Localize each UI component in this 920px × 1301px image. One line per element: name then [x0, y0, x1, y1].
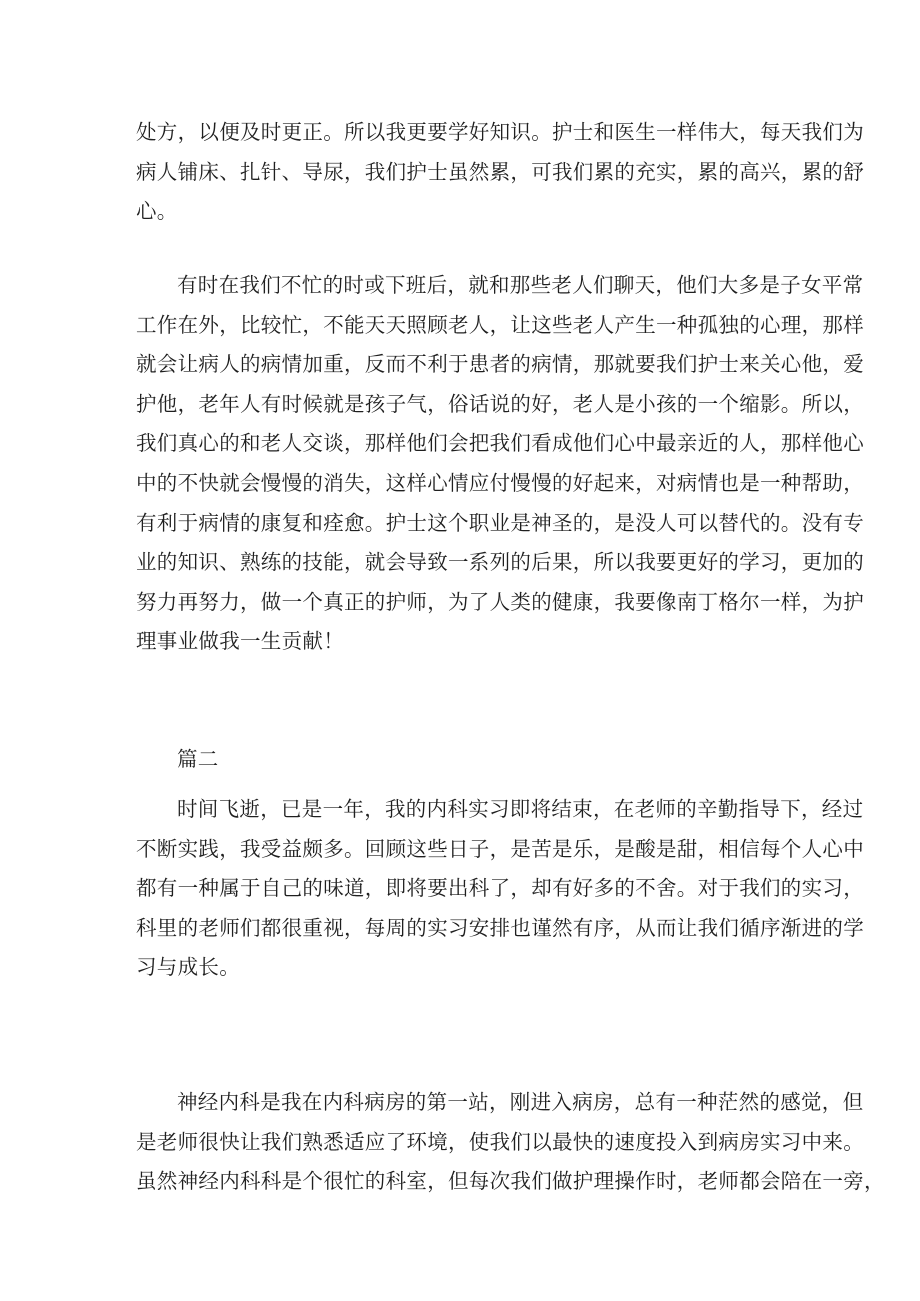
paragraph-internship [136, 790, 864, 988]
text-line: 虽然神经内科科是个很忙的科室，但每次我们做护理操作时，老师都会陪在一旁， [136, 1169, 885, 1194]
section-title: 篇二 [177, 747, 219, 771]
text-line: 我们真心的和老人交谈，那样他们会把我们看成他们心中最亲近的人，那样他心 [136, 431, 864, 456]
text-line: 有利于病情的康复和痊愈。护士这个职业是神圣的，是没人可以替代的。没有专 [136, 510, 864, 535]
section-heading [136, 740, 801, 780]
text-line: 处方，以便及时更正。所以我更要学好知识。护士和医生一样伟大，每天我们为 [136, 120, 864, 144]
paragraph-elderly-care [136, 266, 864, 662]
text-line: 就会让病人的病情加重，反而不利于患者的病情，那就要我们护士来关心他，爱 [136, 352, 864, 377]
text-line: 中的不快就会慢慢的消失，这样心情应付慢慢的好起来，对病情也是一种帮助， [136, 470, 864, 495]
paragraph-neurology [136, 1083, 885, 1202]
text-line: 不断实践，我受益颇多。回顾这些日子，是苦是乐，是酸是甜，相信每个人心中 [136, 836, 864, 861]
text-line: 工作在外，比较忙，不能天天照顾老人，让这些老人产生一种孤独的心理，那样 [136, 312, 864, 337]
text-line: 习与成长。 [136, 955, 240, 980]
text-line: 都有一种属于自己的味道，即将要出科了，却有好多的不舍。对于我们的实习， [136, 876, 864, 901]
text-line: 是老师很快让我们熟悉适应了环境，使我们以最快的速度投入到病房实习中来。 [136, 1129, 864, 1154]
text-line: 努力再努力，做一个真正的护师，为了人类的健康，我要像南丁格尔一样，为护 [136, 589, 864, 614]
text-line: 神经内科是我在内科病房的第一站，刚进入病房，总有一种茫然的感觉，但 [177, 1090, 864, 1114]
text-line: 理事业做我一生贡献！ [136, 629, 344, 654]
text-line: 业的知识、熟练的技能，就会导致一系列的后果，所以我要更好的学习，更加的 [136, 550, 864, 575]
text-line: 时间飞逝，已是一年，我的内科实习即将结束，在老师的辛勤指导下，经过 [177, 797, 864, 821]
text-line: 护他，老年人有时候就是孩子气，俗话说的好，老人是小孩的一个缩影。所以， [136, 391, 864, 416]
text-line: 病人铺床、扎针、导尿，我们护士虽然累，可我们累的充实，累的高兴，累的舒 [136, 159, 864, 184]
text-line: 心。 [136, 199, 178, 224]
paragraph-continued [136, 113, 864, 232]
text-line: 有时在我们不忙的时或下班后，就和那些老人们聊天，他们大多是子女平常 [177, 273, 864, 297]
text-line: 科里的老师们都很重视，每周的实习安排也谨然有序，从而让我们循序渐进的学 [136, 915, 864, 940]
